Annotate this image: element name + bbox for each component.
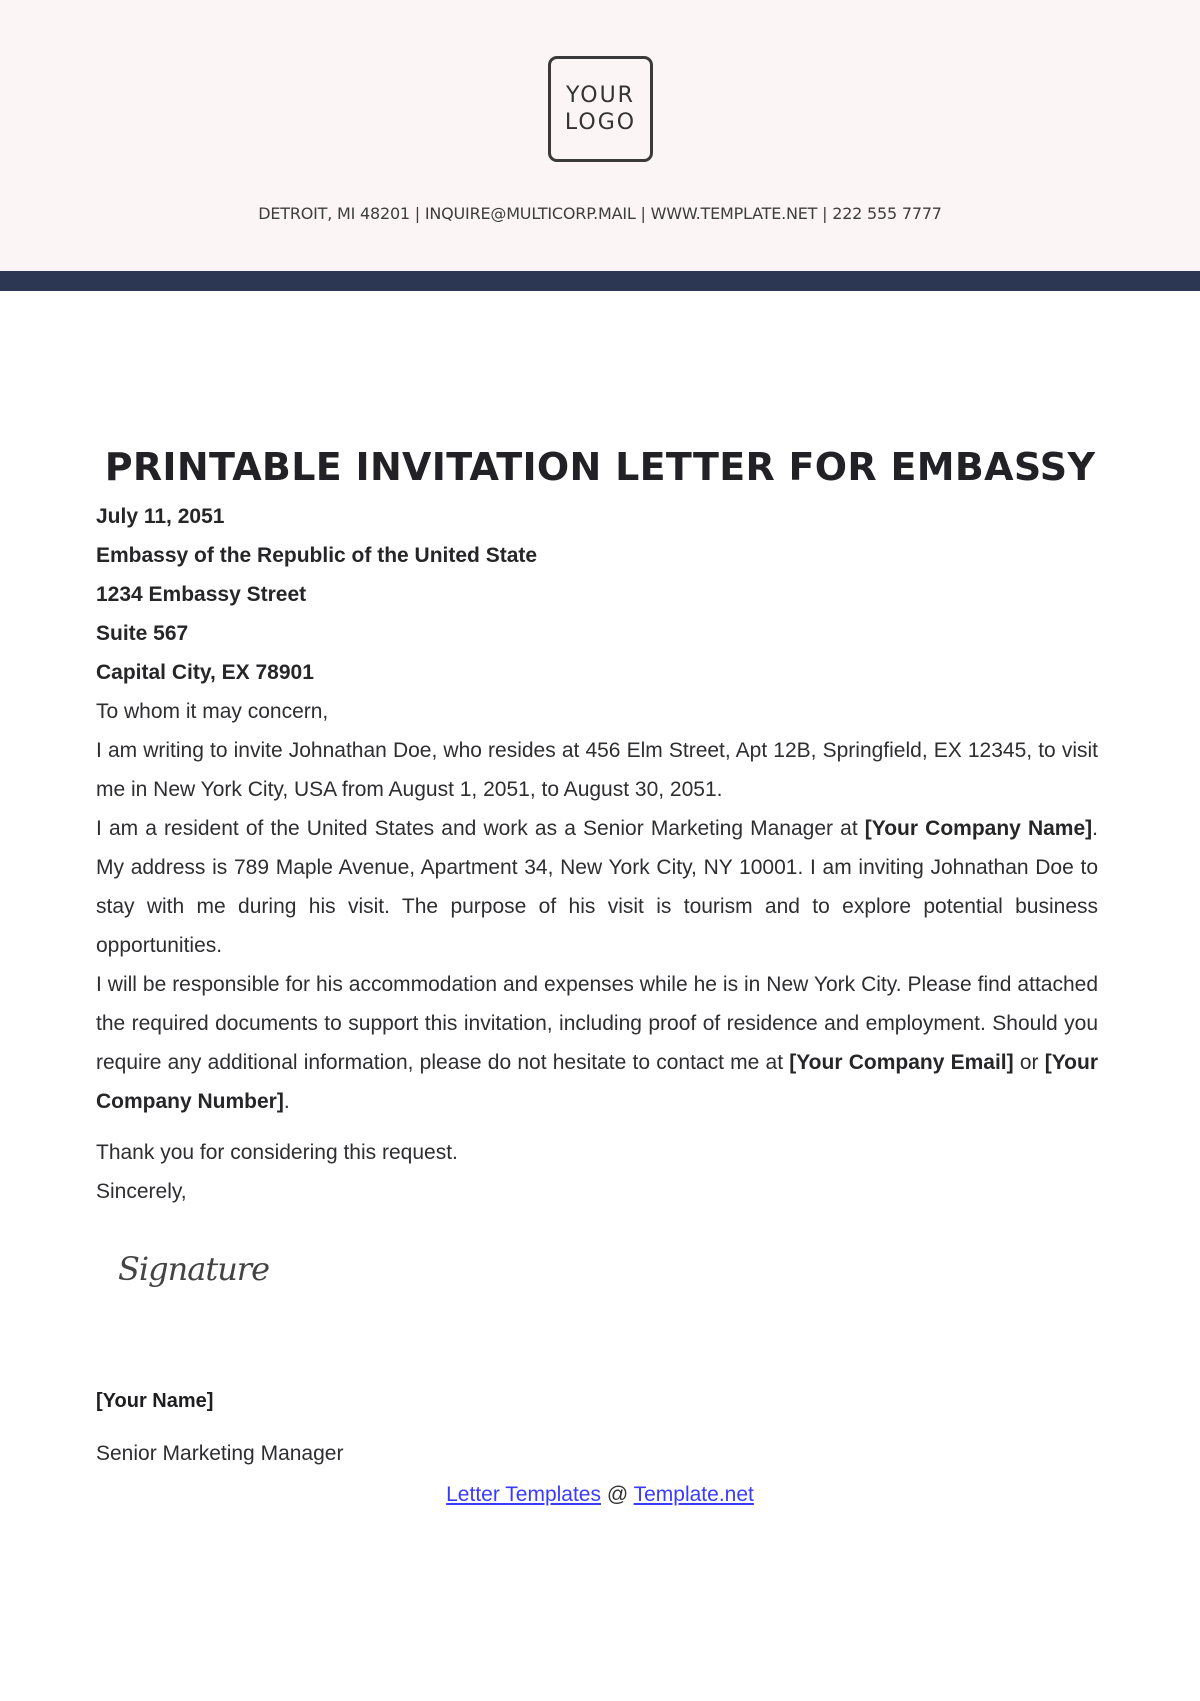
placeholder-company-number: [Your Company Number] [96,1051,1098,1113]
signature-image: Signature [118,1250,270,1288]
salutation: To whom it may concern, [96,700,329,723]
letterhead [0,0,1200,271]
sender-title: Senior Marketing Manager [96,1442,344,1465]
letter-templates-link[interactable]: Letter Templates [446,1483,601,1506]
placeholder-company-name: [Your Company Name] [864,817,1093,840]
text-run: . [283,1090,290,1113]
text-run: I am a resident of the United States and work as a Senior Marketing Manager at [96,817,865,840]
placeholder-company-email: [Your Company Email] [789,1051,1014,1074]
paragraph-resident [96,809,1098,965]
paragraph-responsibility [96,965,1098,1121]
footer-attribution [0,1483,1200,1507]
logo-text-line: LOGO [564,110,637,135]
paragraph-invitation: I am writing to invite Johnathan Doe, who resides at 456 Elm Street, Apt 12B, Springfield, EX 12345, to visit me in New York City, USA from August 1, 2051, to August 30, 2051. [96,739,1098,801]
recipient-line: Embassy of the Republic of the United State [96,544,538,567]
header-divider-bar [0,271,1200,291]
thanks-line: Thank you for considering this request. [96,1141,458,1164]
logo-text-line: YOUR [566,83,635,108]
recipient-line: Suite 567 [96,622,189,645]
at-separator: @ [601,1483,634,1506]
recipient-line: 1234 Embassy Street [96,583,307,606]
document-title: PRINTABLE INVITATION LETTER FOR EMBASSY [104,445,1096,489]
sender-name: [Your Name] [96,1390,214,1412]
text-run: . My address is 789 Maple Avenue, Apartment 34, New York City, NY 10001. I am inviting Johnathan Doe to stay with me during his visit. The purpose of his visit is tourism and to explore potential business opportunities. [96,817,1098,957]
spacer [96,1121,1098,1133]
text-run: I will be responsible for his accommodation and expenses while he is in New York City. Please find attached the required documents to support this invitation, including proof of residence and employment. Should you require any additional information, please do not hesitate to contact me at [96,973,1098,1074]
closing-line: Sincerely, [96,1180,187,1203]
logo-placeholder [548,56,653,162]
contact-info: DETROIT, MI 48201 | INQUIRE@MULTICORP.MAIL | WWW.TEMPLATE.NET | 222 555 7777 [258,204,942,223]
letter-date: July 11, 2051 [96,505,225,528]
text-run: or [1013,1051,1045,1074]
letter-body [96,497,1098,1211]
template-net-link[interactable]: Template.net [633,1483,754,1506]
recipient-line: Capital City, EX 78901 [96,661,314,684]
